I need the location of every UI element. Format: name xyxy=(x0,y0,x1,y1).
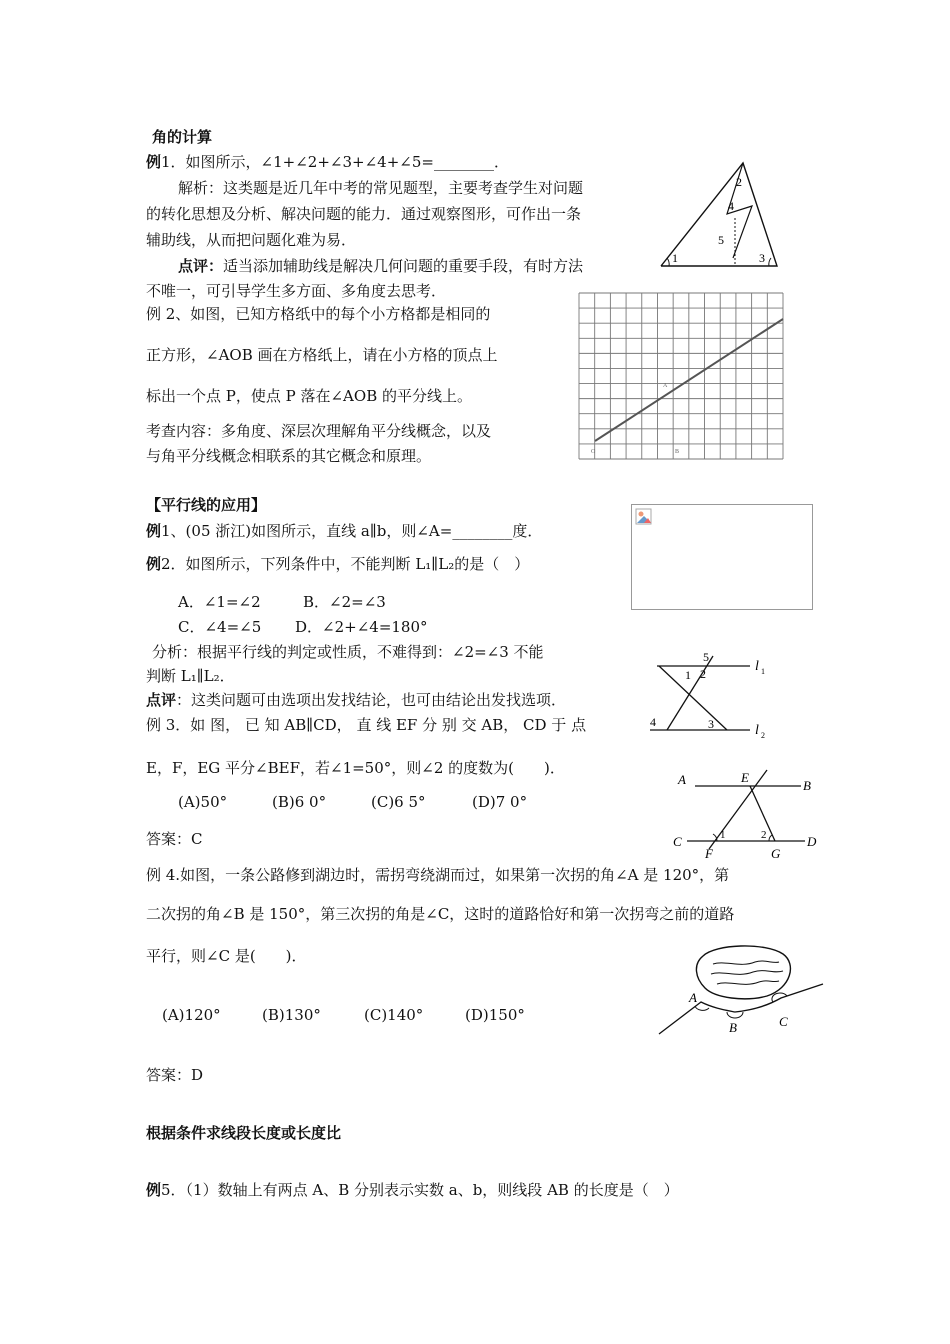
point-d-label: D xyxy=(807,834,817,849)
triangle-figure xyxy=(655,158,785,270)
section-title-parallel: 【平行线的应用】 xyxy=(146,496,267,514)
example-2-line-1: 例 2、如图，已知方格纸中的每个小方格都是相同的 xyxy=(146,305,491,323)
example-3-option-c: (C)6 5° xyxy=(371,793,426,811)
example-1-question: 1．如图所示，∠1+∠2+∠3+∠4+∠5=________． xyxy=(161,153,509,171)
corner-b-label: B xyxy=(729,1020,737,1035)
example-2-line-4: 考查内容：多角度、深层次理解角平分线概念，以及 xyxy=(146,422,492,440)
example-5-question: 5．（1）数轴上有两点 A、B 分别表示实数 a、b，则线段 AB 的长度是（ ） xyxy=(161,1181,679,1199)
corner-c-label: C xyxy=(779,1014,788,1029)
point-g-label: G xyxy=(771,846,781,861)
angle-2-label: 2 xyxy=(761,829,767,841)
example-label: 例 xyxy=(146,153,162,171)
point-c-label: C xyxy=(673,834,682,849)
line-l1-subscript: 1 xyxy=(761,667,765,676)
example-4-option-a: (A)120° xyxy=(162,1006,221,1024)
triangle-label-3: 3 xyxy=(759,251,765,265)
missing-image-box xyxy=(631,504,813,610)
example-2-line-5: 与角平分线概念相联系的其它概念和原理。 xyxy=(146,447,432,465)
broken-image-icon xyxy=(635,508,653,526)
parallel-example-1 xyxy=(146,521,542,541)
ab-cd-figure xyxy=(673,766,823,861)
comment-label: 点评： xyxy=(178,257,224,275)
option-a: A．∠1=∠2 xyxy=(178,593,261,611)
example-label: 例 xyxy=(146,522,162,540)
example-4-answer: 答案：D xyxy=(146,1066,204,1084)
example-1-comment xyxy=(178,256,583,276)
example-5 xyxy=(146,1180,679,1200)
comment-text: 适当添加辅助线是解决几何问题的重要手段，有时方法 xyxy=(223,257,584,275)
example-1-analysis-line-3: 辅助线，从而把问题化难为易． xyxy=(146,231,357,249)
example-3-line-1: 例 3．如 图， 已 知 AB∥CD， 直 线 EF 分 别 交 AB， CD 于 点 xyxy=(146,716,587,734)
grid-figure xyxy=(575,289,787,465)
point-a-label: A xyxy=(678,772,686,787)
example-3-answer: 答案：C xyxy=(146,830,203,848)
parallel-example-2-question: 2．如图所示，下列条件中，不能判断 L₁∥L₂的是（ ） xyxy=(161,555,530,573)
grid-label-o: O xyxy=(591,449,596,455)
example-1-analysis-line-1: 解析：这类题是近几年中考的常见题型，主要考查学生对问题 xyxy=(178,179,584,197)
example-1-analysis-line-2: 的转化思想及分析、解决问题的能力．通过观察图形，可作出一条 xyxy=(146,205,582,223)
parallel-label-5: 5 xyxy=(703,650,709,664)
example-3-line-2: E，F，EG 平分∠BEF，若∠1=50°，则∠2 的度数为( )． xyxy=(146,759,565,777)
section-title-angle-calc: 角的计算 xyxy=(152,128,213,146)
triangle-label-2: 2 xyxy=(736,175,742,189)
parallel-label-4: 4 xyxy=(650,715,656,729)
parallel-example-1-question: 1、(05 浙江)如图所示，直线 a∥b，则∠A=________度． xyxy=(161,522,543,540)
triangle-label-4: 4 xyxy=(728,199,734,213)
line-l2-subscript: 2 xyxy=(761,731,765,740)
example-1 xyxy=(146,152,509,172)
parallel-label-2: 2 xyxy=(700,667,706,681)
example-3-option-a: (A)50° xyxy=(178,793,228,811)
parallel-label-1: 1 xyxy=(685,668,691,682)
section-title-segment-length: 根据条件求线段长度或长度比 xyxy=(146,1124,342,1142)
example-3-option-d: (D)7 0° xyxy=(472,793,528,811)
line-l1-label: l xyxy=(755,659,759,674)
parallel-example-2 xyxy=(146,554,529,574)
example-4-option-d: (D)150° xyxy=(465,1006,525,1024)
example-label: 例 xyxy=(146,555,162,573)
triangle-label-5: 5 xyxy=(718,233,724,247)
example-2-line-2: 正方形，∠AOB 画在方格纸上，请在小方格的顶点上 xyxy=(146,346,498,364)
parallel-comment xyxy=(146,690,566,710)
parallel-label-3: 3 xyxy=(708,717,714,731)
example-1-comment-line-2: 不唯一，可引导学生多方面、多角度去思考． xyxy=(146,282,447,300)
parallel-lines-figure xyxy=(645,650,780,742)
option-d: D．∠2+∠4=180° xyxy=(295,618,428,636)
analysis-line-1: 分析：根据平行线的判定或性质，不难得到：∠2=∠3 不能 xyxy=(152,643,544,661)
grid-label-b: B xyxy=(675,449,680,455)
example-4-line-1: 例 4.如图，一条公路修到湖边时，需拐弯绕湖而过，如果第一次拐的角∠A 是 120°，第 xyxy=(146,866,730,884)
triangle-label-1: 1 xyxy=(672,251,678,265)
grid-label-a: A xyxy=(663,383,668,389)
example-4-line-3: 平行，则∠C 是( )． xyxy=(146,947,307,965)
example-4-option-c: (C)140° xyxy=(364,1006,424,1024)
analysis-line-2: 判断 L₁∥L₂． xyxy=(146,667,235,685)
point-f-label: F xyxy=(705,846,713,861)
comment-label: 点评 xyxy=(146,691,177,709)
line-l2-label: l xyxy=(755,723,759,738)
example-3-option-b: (B)6 0° xyxy=(272,793,327,811)
example-label: 例 xyxy=(146,1181,162,1199)
example-4-line-2: 二次拐的角∠B 是 150°，第三次拐的角是∠C，这时的道路恰好和第一次拐弯之前的道路 xyxy=(146,905,735,923)
corner-a-label: A xyxy=(689,990,697,1005)
point-b-label: B xyxy=(803,778,811,793)
option-c: C．∠4=∠5 xyxy=(178,618,262,636)
example-2-line-3: 标出一个点 P，使点 P 落在∠AOB 的平分线上。 xyxy=(146,387,472,405)
comment-text: ：这类问题可由选项出发找结论，也可由结论出发找选项． xyxy=(176,691,567,709)
example-4-option-b: (B)130° xyxy=(262,1006,321,1024)
option-b: B．∠2=∠3 xyxy=(303,593,386,611)
angle-1-label: 1 xyxy=(720,829,726,841)
lake-road-figure xyxy=(655,940,827,1040)
point-e-label: E xyxy=(741,770,749,785)
